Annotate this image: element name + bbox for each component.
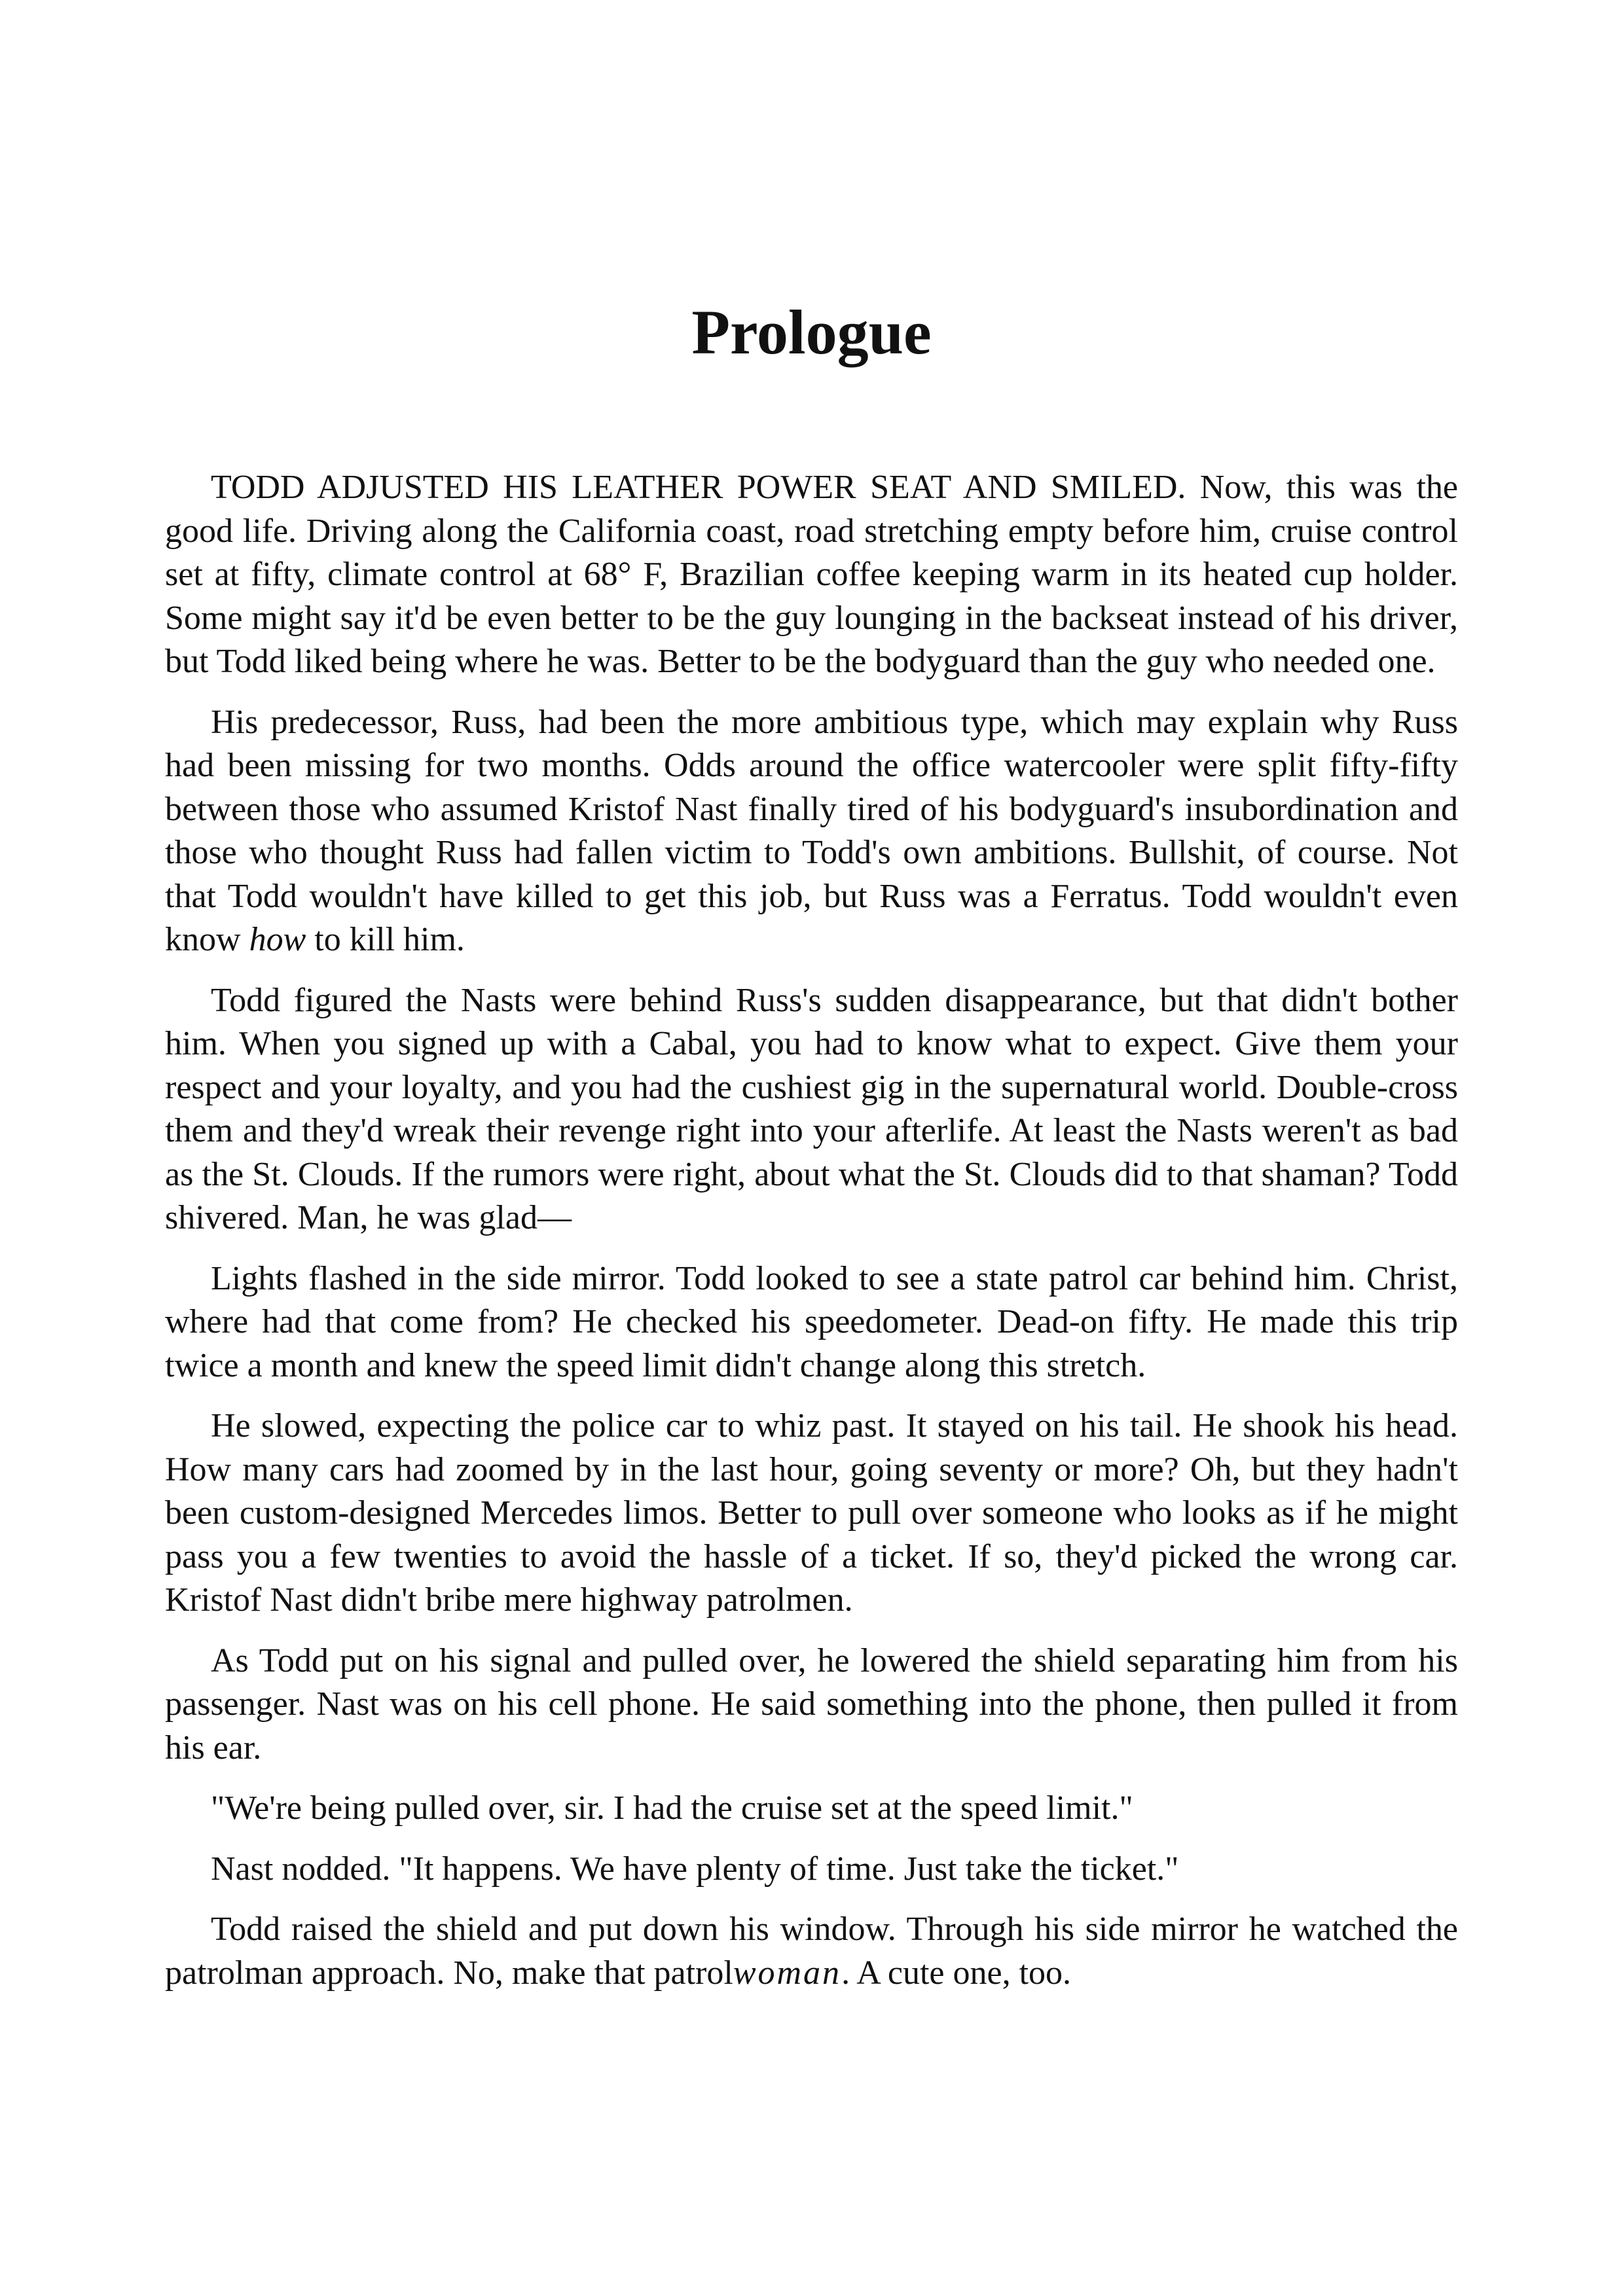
paragraph <box>165 1787 1458 1831</box>
paragraph-text: "We're being pulled over, sir. I had the cruise set at the speed limit." <box>211 1789 1133 1827</box>
paragraph-text: He slowed, expecting the police car to whiz past. It stayed on his tail. He shook his head. How many cars had zoomed by in the last hour, going seventy or more? Oh, but they hadn't been custom-designed Mercedes limos. Better to pull over someone who looks as if he might pass you a few twenties to avoid the hassle of a ticket. If so, they'd picked the wrong car. Kristof Nast didn't bribe mere highway patrolmen. <box>165 1407 1458 1619</box>
body-text <box>165 466 1458 2012</box>
paragraph-text: to kill him. <box>306 921 465 958</box>
paragraph <box>165 979 1458 1240</box>
paragraph-text: Lights flashed in the side mirror. Todd looked to see a state patrol car behind him. Christ, where had that come from? He checked his speedometer. Dead-on fifty. He made this trip twice a month and knew the speed limit didn't change along this stretch. <box>165 1259 1458 1384</box>
paragraph-text: His predecessor, Russ, had been the more ambitious type, which may explain why Russ had been missing for two months. Odds around the office watercooler were split fifty-fifty between those who assumed Kristof Nast finally tired of his bodyguard's insubordination and those who thought Russ had fallen victim to Todd's own ambitions. Bullshit, of course. Not that Todd wouldn't have killed to get this job, but Russ was a Ferratus. Todd wouldn't even know <box>165 703 1458 958</box>
paragraph <box>165 1848 1458 1892</box>
paragraph-text: Todd raised the shield and put down his window. Through his side mirror he watched the patrolman approach. No, make that patrol <box>165 1910 1458 1992</box>
emphasized-word: woman <box>733 1954 842 1992</box>
paragraph <box>165 1405 1458 1623</box>
paragraph <box>165 1257 1458 1388</box>
paragraph-text: TODD ADJUSTED HIS LEATHER POWER SEAT AND SMILED. Now, this was the good life. Driving along the California coast, road stretching empty before him, cruise control set at fifty, climate control at 68° F, Brazilian coffee keeping warm in its heated cup holder. Some might say it'd be even better to be the guy lounging in the backseat instead of his driver, but Todd liked being where he was. Better to be the bodyguard than the guy who needed one. <box>165 469 1458 680</box>
paragraph <box>165 1640 1458 1770</box>
paragraph <box>165 701 1458 962</box>
italic-word: how <box>249 921 306 958</box>
chapter-title: Prologue <box>691 297 932 367</box>
paragraph <box>165 466 1458 684</box>
paragraph <box>165 1908 1458 1995</box>
paragraph-text: Nast nodded. "It happens. We have plenty of time. Just take the ticket." <box>211 1850 1179 1888</box>
paragraph-text: As Todd put on his signal and pulled over, he lowered the shield separating him from his passenger. Nast was on his cell phone. He said something into the phone, then pulled it from his ear. <box>165 1641 1458 1767</box>
paragraph-text: Todd figured the Nasts were behind Russ's sudden disappearance, but that didn't bother him. When you signed up with a Cabal, you had to know what to expect. Give them your respect and your loyalty, and you had the cushiest gig in the supernatural world. Double-cross them and they'd wreak their revenge right into your afterlife. At least the Nasts weren't as bad as the St. Clouds. If the rumors were right, about what the St. Clouds did to that shaman? Todd shivered. Man, he was glad— <box>165 981 1458 1236</box>
paragraph-text: . A cute one, too. <box>841 1954 1072 1992</box>
